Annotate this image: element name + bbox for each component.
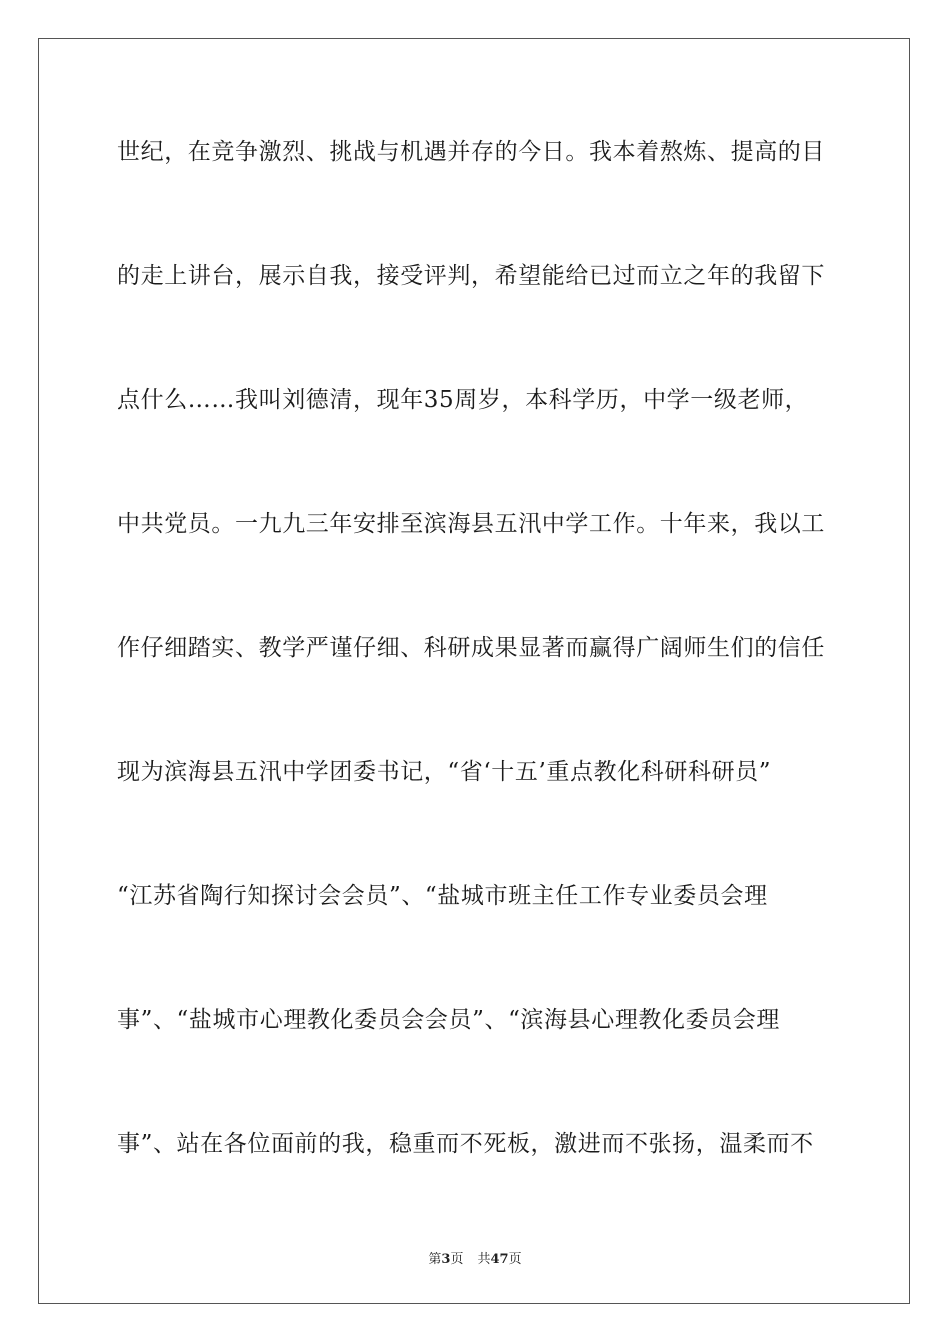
text-line-5: 作仔细踏实、教学严谨仔细、科研成果显著而赢得广阔师生们的信任 <box>117 635 825 661</box>
text-line-3: 点什么……我叫刘德清，现年35周岁，本科学历，中学一级老师， <box>117 387 809 413</box>
text-line-6: 现为滨海县五汛中学团委书记，“省‘十五’重点教化科研科研员” <box>117 759 772 785</box>
text-line-8: 事”、“盐城市心理教化委员会会员”、“滨海县心理教化委员会理 <box>117 1007 781 1033</box>
text-line-9: 事”、站在各位面前的我，稳重而不死板，激进而不张扬，温柔而不 <box>117 1131 814 1157</box>
total-suffix: 页 <box>508 1252 522 1267</box>
text-line-4: 中共党员。一九九三年安排至滨海县五汛中学工作。十年来，我以工 <box>117 511 825 537</box>
text-line-2: 的走上讲台，展示自我，接受评判，希望能给已过而立之年的我留下 <box>117 263 825 289</box>
total-prefix: 共 <box>477 1252 491 1267</box>
page-suffix: 页 <box>450 1252 464 1267</box>
page-prefix: 第 <box>428 1252 442 1267</box>
text-line-7: “江苏省陶行知探讨会会员”、“盐城市班主任工作专业委员会理 <box>117 883 768 909</box>
page-current: 3 <box>441 1252 451 1267</box>
page-footer <box>0 1248 950 1267</box>
text-line-1: 世纪，在竞争激烈、挑战与机遇并存的今日。我本着熬炼、提高的目 <box>117 139 825 165</box>
page-total: 47 <box>490 1252 509 1267</box>
document-body <box>117 126 833 1242</box>
